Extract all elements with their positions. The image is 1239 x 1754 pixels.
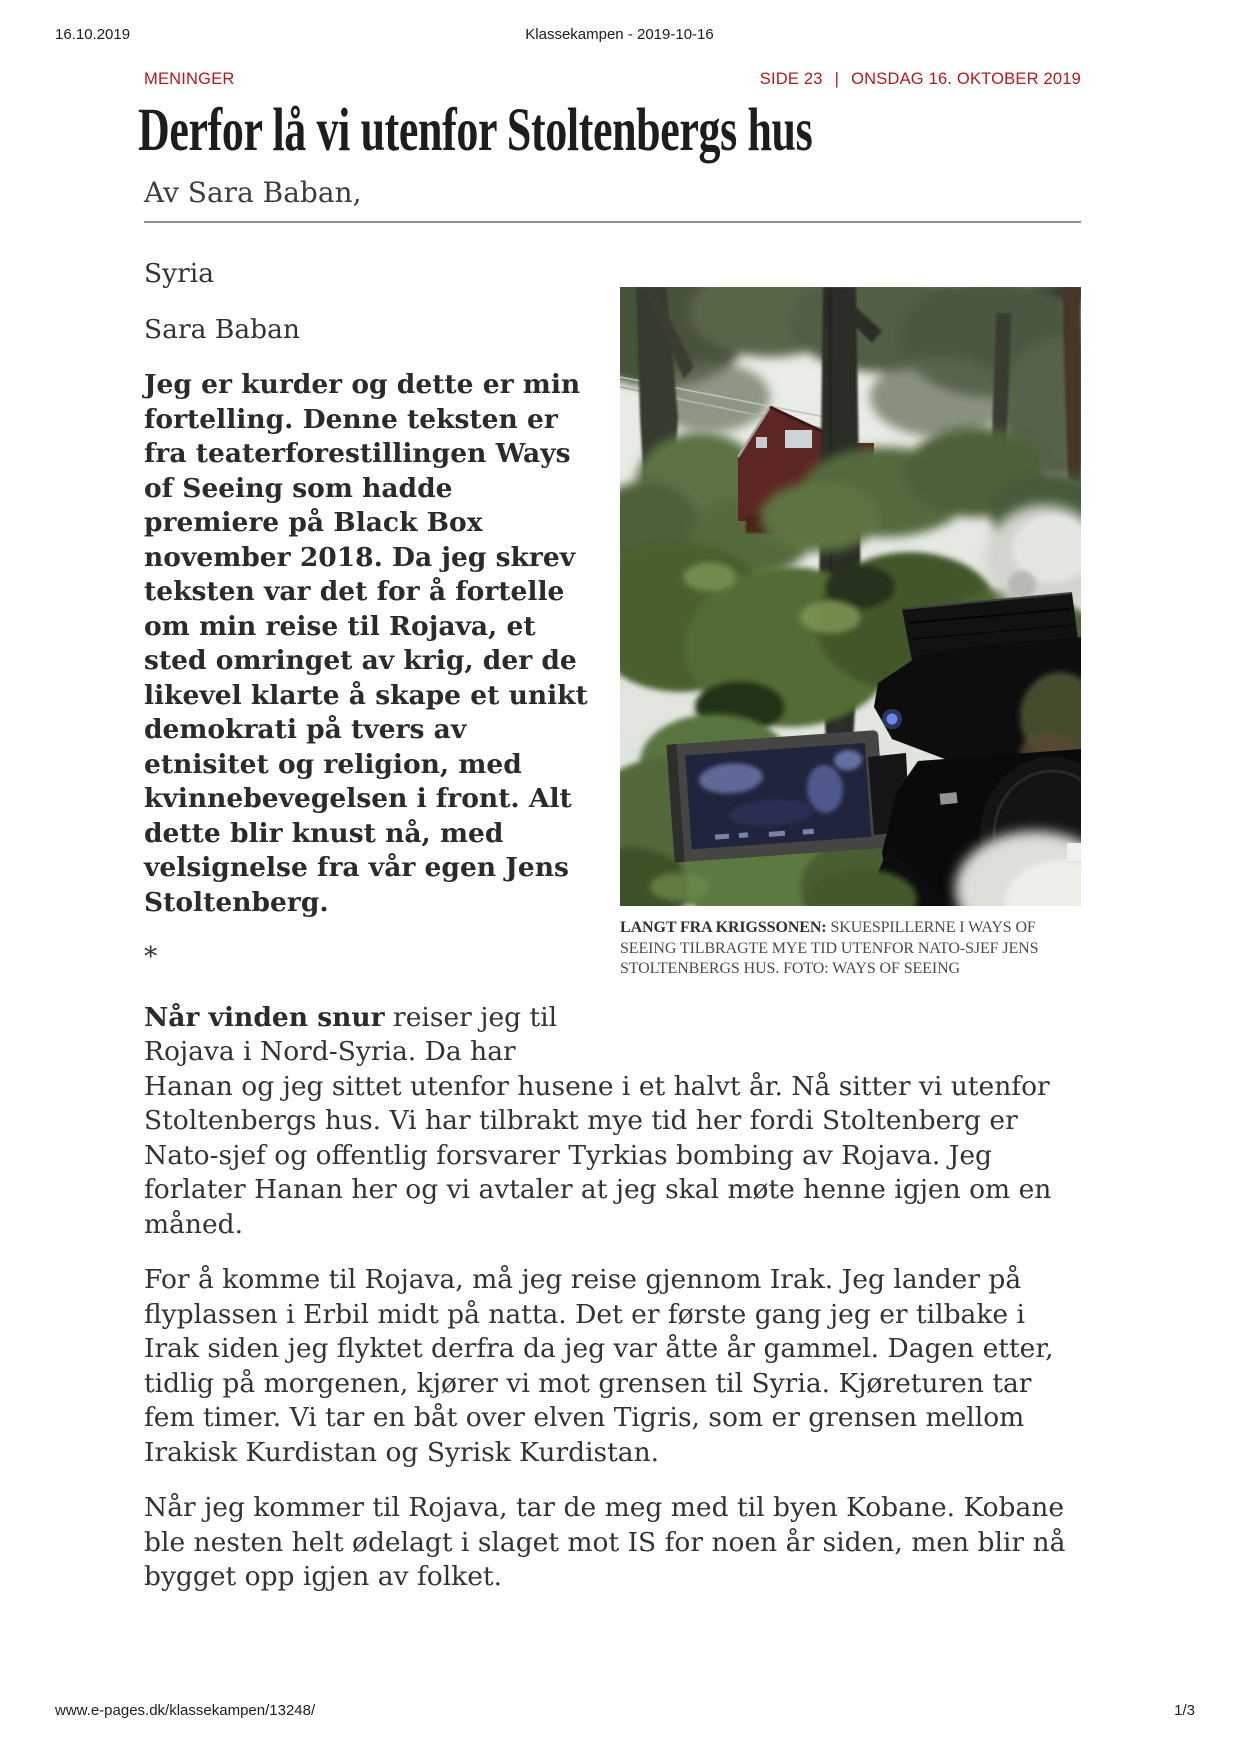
page-date-info: [760, 70, 1081, 89]
article-paragraph: [144, 1263, 1081, 1470]
photo-caption-text: SKUESPILLERNE I WAYS OF SEEING TILBRAGTE MYE TID UTENFOR NATO-SJEF JENS STOLTENBERGS HUS. FOTO: WAYS OF SEEING: [620, 919, 1039, 978]
camera-port: [1067, 843, 1081, 861]
paragraph-text: For å komme til Rojava, må jeg reise gjennom Irak. Jeg lander på flyplassen i Erbil midt på natta. Det er første gang jeg er tilbake i Irak siden jeg flyktet derfra da jeg var åtte år gammel. Dagen etter, tidlig på morgenen, kjører vi mot grensen til Syria. Kjøreturen tar fem timer. Vi tar en båt over elven Tigris, som er grensen mellom Irakisk Kurdistan og Syrisk Kurdistan.: [144, 1264, 1054, 1468]
article-headline: Derfor lå vi utenfor Stoltenbergs hus: [138, 97, 813, 164]
date-info: ONSDAG 16. OKTOBER 2019: [851, 70, 1081, 88]
section-star: *: [144, 941, 158, 973]
paragraph-text: reiser jeg til Rojava i Nord-Syria. Da har Hanan og jeg sittet utenfor husene i et halvt år. Nå sitter vi utenfor Stoltenbergs hus. Vi har tilbrakt mye tid her fordi Stoltenberg er Nato-sjef og offentlig forsvarer Tyrkias bombing av Rojava. Jeg forlater Hanan her og vi avtaler at jeg skal møte henne igjen om en måned.: [144, 1001, 1052, 1240]
house-window: [785, 430, 812, 448]
byline-rule: [144, 176, 1081, 223]
article-tagline: Syria: [144, 258, 215, 290]
meta-separator: |: [834, 70, 840, 88]
article-lead: Jeg er kurder og dette er min fortelling. Denne teksten er fra teaterforestillingen Ways of Seeing som hadde premiere på Black Box november 2018. Da jeg skrev teksten var det for å fortelle om min reise til Rojava, et sted omringet av krig, der de likevel klarte å skape et unikt demokrati på tvers av etnisitet og religion, med kvinnebevegelsen i front. Alt dette blir knust nå, med velsignelse fra vår egen Jens Stoltenberg.: [144, 369, 588, 918]
article: [138, 70, 1081, 1616]
section-label: MENINGER: [144, 70, 235, 88]
house-window-small: [756, 437, 767, 448]
article-meta-row: [144, 70, 1081, 89]
article-body: [144, 257, 1081, 1595]
footer-source-url: www.e-pages.dk/klassekampen/13248/: [55, 1702, 316, 1719]
print-date: 16.10.2019: [55, 26, 131, 43]
article-author: Sara Baban: [144, 313, 300, 345]
article-paragraph: [144, 1491, 1081, 1595]
article-photo: [620, 287, 1081, 906]
byline: Av Sara Baban,: [144, 176, 362, 210]
photo-caption-lead: LANGT FRA KRIGSSONEN:: [620, 919, 827, 937]
camera-lcd-screen: [666, 730, 886, 863]
article-figure: [620, 287, 1081, 980]
photo-caption: [620, 918, 1081, 980]
page-info: SIDE 23: [759, 70, 823, 88]
article-paragraph: [144, 1001, 1081, 1243]
page-indicator: 1/3: [1174, 1702, 1195, 1719]
paragraph-lead-in: Når vinden snur: [144, 1001, 385, 1033]
camera-button: [940, 793, 958, 806]
paragraph-text: Når jeg kommer til Rojava, tar de meg med til byen Kobane. Kobane ble nesten helt ødelagt i slaget mot IS for noen år siden, men blir nå bygget opp igjen av folket.: [144, 1492, 1066, 1593]
document-title: Klassekampen - 2019-10-16: [525, 26, 714, 43]
